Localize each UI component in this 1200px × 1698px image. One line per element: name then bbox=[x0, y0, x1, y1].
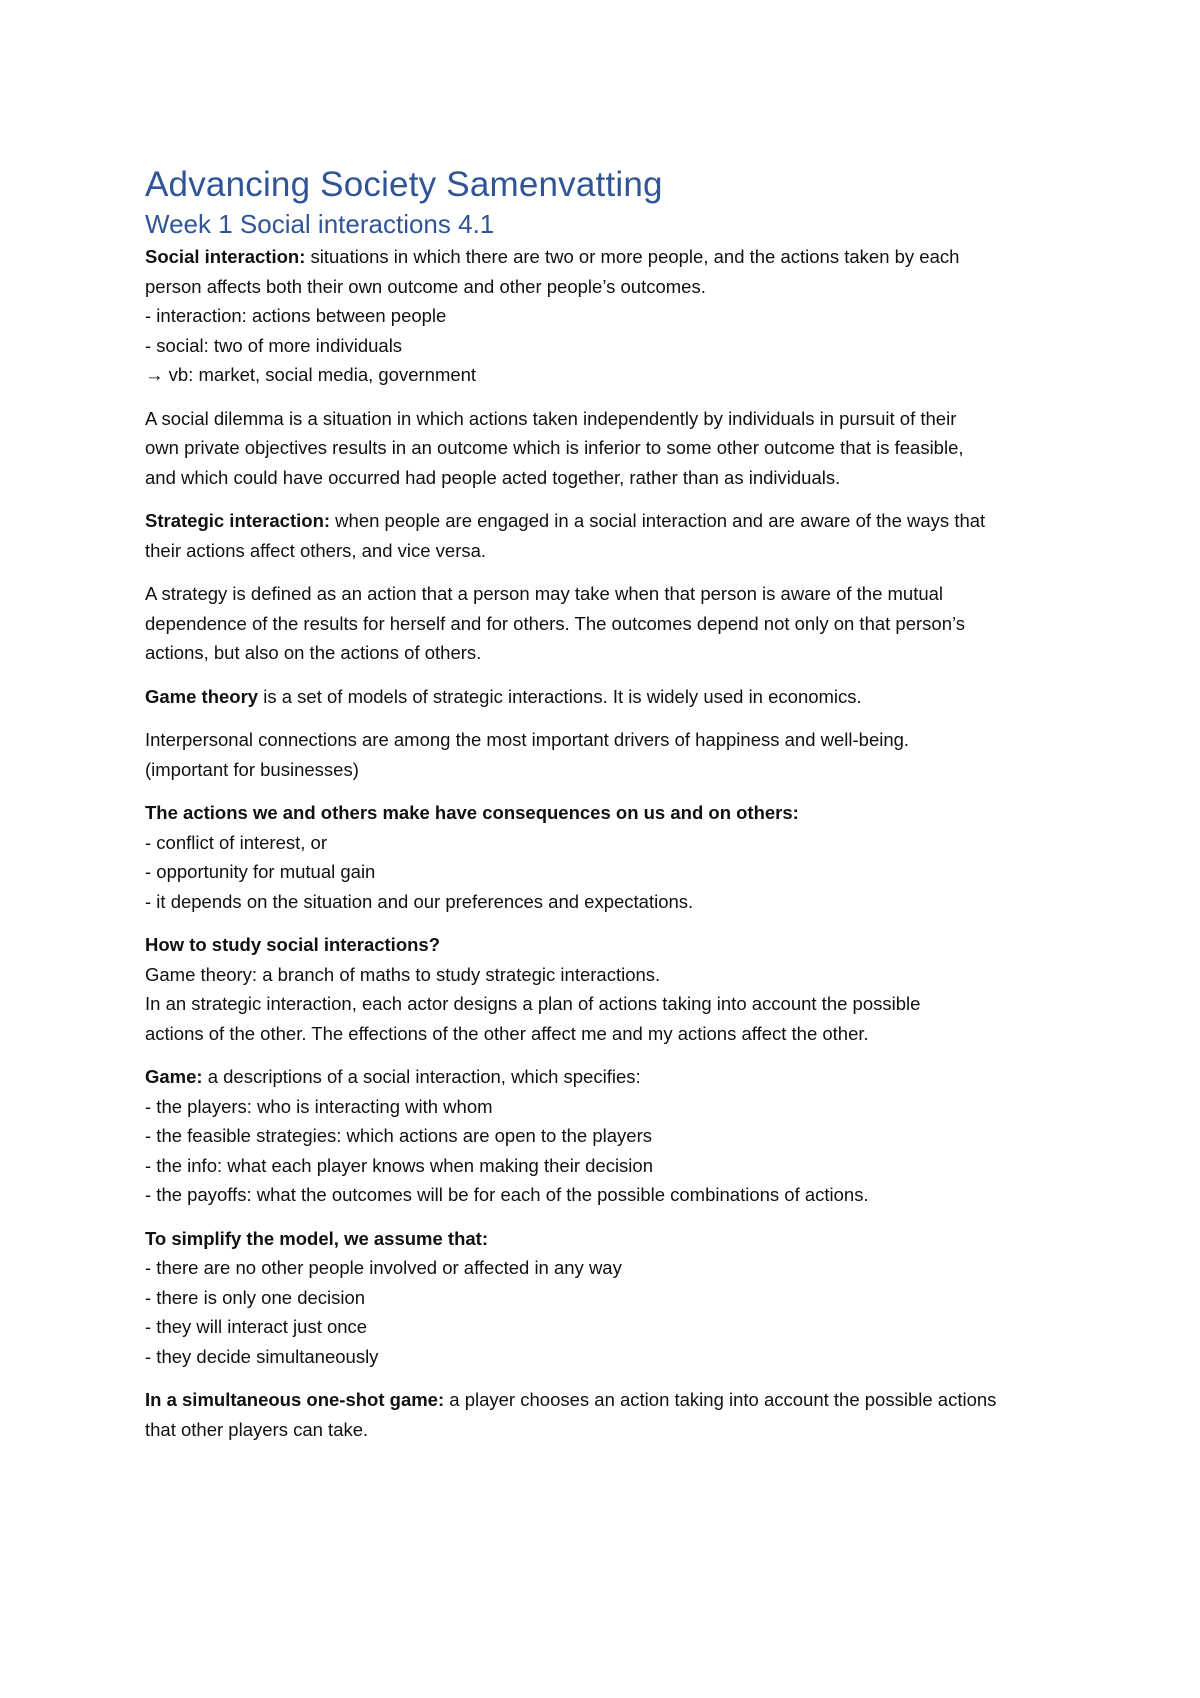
text-line bbox=[145, 725, 1085, 755]
bold-term: The actions we and others make have consequences on us and on others: bbox=[145, 802, 799, 823]
text-line bbox=[145, 857, 1085, 887]
text-line bbox=[145, 1019, 1085, 1049]
line-text: (important for businesses) bbox=[145, 758, 359, 780]
line-text: dependence of the results for herself and for others. The outcomes depend not only on that person’s bbox=[145, 612, 966, 634]
text-line bbox=[145, 887, 1085, 917]
text-line bbox=[145, 798, 1085, 828]
paragraph bbox=[145, 725, 1085, 784]
line-text: Interpersonal connections are among the most important drivers of happiness and well-being. bbox=[145, 729, 910, 750]
text-line bbox=[145, 1253, 1085, 1283]
text-line bbox=[145, 755, 1085, 785]
line-text: is a set of models of strategic interactions. It is widely used in economics. bbox=[258, 685, 862, 707]
line-text: - the feasible strategies: which actions are open to the players bbox=[145, 1125, 652, 1146]
line-text: → vb: market, social media, government bbox=[145, 364, 477, 385]
section-heading: Week 1 Social interactions 4.1 bbox=[145, 209, 495, 239]
text-line bbox=[145, 1312, 1085, 1342]
text-line bbox=[145, 433, 1085, 463]
text-line bbox=[145, 463, 1085, 493]
text-line bbox=[145, 682, 1085, 712]
line-text: a player chooses an action taking into account the possible actions bbox=[444, 1389, 997, 1410]
bold-term: In a simultaneous one-shot game: bbox=[145, 1389, 445, 1410]
paragraph bbox=[145, 930, 1085, 1048]
line-text: - opportunity for mutual gain bbox=[145, 861, 376, 882]
document-title: Advancing Society Samenvatting bbox=[145, 165, 663, 204]
bold-term: Game theory bbox=[145, 685, 259, 707]
line-text: - there are no other people involved or affected in any way bbox=[145, 1257, 622, 1278]
paragraph bbox=[145, 242, 1085, 390]
text-line bbox=[145, 1342, 1085, 1372]
text-line bbox=[145, 1415, 1085, 1445]
paragraph bbox=[145, 1385, 1085, 1444]
text-line bbox=[145, 242, 1085, 272]
text-line bbox=[145, 989, 1085, 1019]
text-line bbox=[145, 1385, 1085, 1415]
paragraph bbox=[145, 1224, 1085, 1372]
document-content bbox=[145, 163, 1085, 1458]
line-text: person affects both their own outcome and other people’s outcomes. bbox=[145, 275, 706, 297]
line-text: - social: two of more individuals bbox=[145, 334, 403, 356]
text-line bbox=[145, 960, 1085, 990]
text-line bbox=[145, 536, 1085, 566]
line-text: that other players can take. bbox=[145, 1418, 369, 1440]
text-line bbox=[145, 638, 1085, 668]
line-text: own private objectives results in an outcome which is inferior to some other outcome that is feasible, bbox=[145, 437, 964, 458]
text-line bbox=[145, 360, 1085, 390]
bold-term: Social interaction: bbox=[145, 246, 306, 267]
line-text: actions of the other. The effections of the other affect me and my actions affect the other. bbox=[145, 1022, 869, 1044]
paragraphs bbox=[145, 242, 1085, 1444]
text-line bbox=[145, 930, 1085, 960]
text-line bbox=[145, 1224, 1085, 1254]
line-text: situations in which there are two or more people, and the actions taken by each bbox=[305, 246, 960, 267]
line-text: actions, but also on the actions of others. bbox=[145, 642, 482, 663]
line-text: A social dilemma is a situation in which actions taken independently by individuals in pursuit of their bbox=[145, 407, 957, 429]
text-line bbox=[145, 272, 1085, 302]
line-text: - they decide simultaneously bbox=[145, 1345, 379, 1367]
line-text: - conflict of interest, or bbox=[145, 831, 327, 853]
line-text: - the players: who is interacting with whom bbox=[145, 1095, 493, 1117]
text-line bbox=[145, 404, 1085, 434]
paragraph bbox=[145, 682, 1085, 712]
text-line bbox=[145, 331, 1085, 361]
text-line bbox=[145, 1151, 1085, 1181]
bold-term: How to study social interactions? bbox=[145, 934, 441, 955]
line-text: - it depends on the situation and our preferences and expectations. bbox=[145, 890, 694, 912]
bold-term: Strategic interaction: bbox=[145, 510, 331, 531]
line-text: - interaction: actions between people bbox=[145, 305, 447, 326]
text-line bbox=[145, 609, 1085, 639]
text-line bbox=[145, 1121, 1085, 1151]
paragraph bbox=[145, 798, 1085, 916]
line-text: and which could have occurred had people acted together, rather than as individuals. bbox=[145, 466, 841, 488]
line-text: In an strategic interaction, each actor designs a plan of actions taking into account the possible bbox=[145, 993, 921, 1014]
bold-term: To simplify the model, we assume that: bbox=[145, 1227, 488, 1249]
line-text: Game theory: a branch of maths to study strategic interactions. bbox=[145, 963, 661, 985]
line-text: their actions affect others, and vice versa. bbox=[145, 539, 487, 561]
text-line bbox=[145, 1283, 1085, 1313]
bold-term: Game: bbox=[145, 1066, 203, 1087]
text-line bbox=[145, 301, 1085, 331]
line-text: - the info: what each player knows when making their decision bbox=[145, 1154, 653, 1176]
paragraph bbox=[145, 1062, 1085, 1210]
text-line bbox=[145, 1062, 1085, 1092]
text-line bbox=[145, 579, 1085, 609]
paragraph bbox=[145, 404, 1085, 493]
text-line bbox=[145, 828, 1085, 858]
text-line bbox=[145, 1092, 1085, 1122]
line-text: A strategy is defined as an action that a person may take when that person is aware of the mutual bbox=[145, 583, 944, 604]
paragraph bbox=[145, 506, 1085, 565]
line-text: when people are engaged in a social interaction and are aware of the ways that bbox=[330, 510, 986, 531]
line-text: a descriptions of a social interaction, which specifies: bbox=[202, 1066, 641, 1087]
text-line bbox=[145, 1180, 1085, 1210]
line-text: - there is only one decision bbox=[145, 1286, 366, 1308]
paragraph bbox=[145, 579, 1085, 668]
text-line bbox=[145, 506, 1085, 536]
line-text: - the payoffs: what the outcomes will be for each of the possible combinations of actions. bbox=[145, 1184, 869, 1205]
line-text: - they will interact just once bbox=[145, 1316, 368, 1337]
